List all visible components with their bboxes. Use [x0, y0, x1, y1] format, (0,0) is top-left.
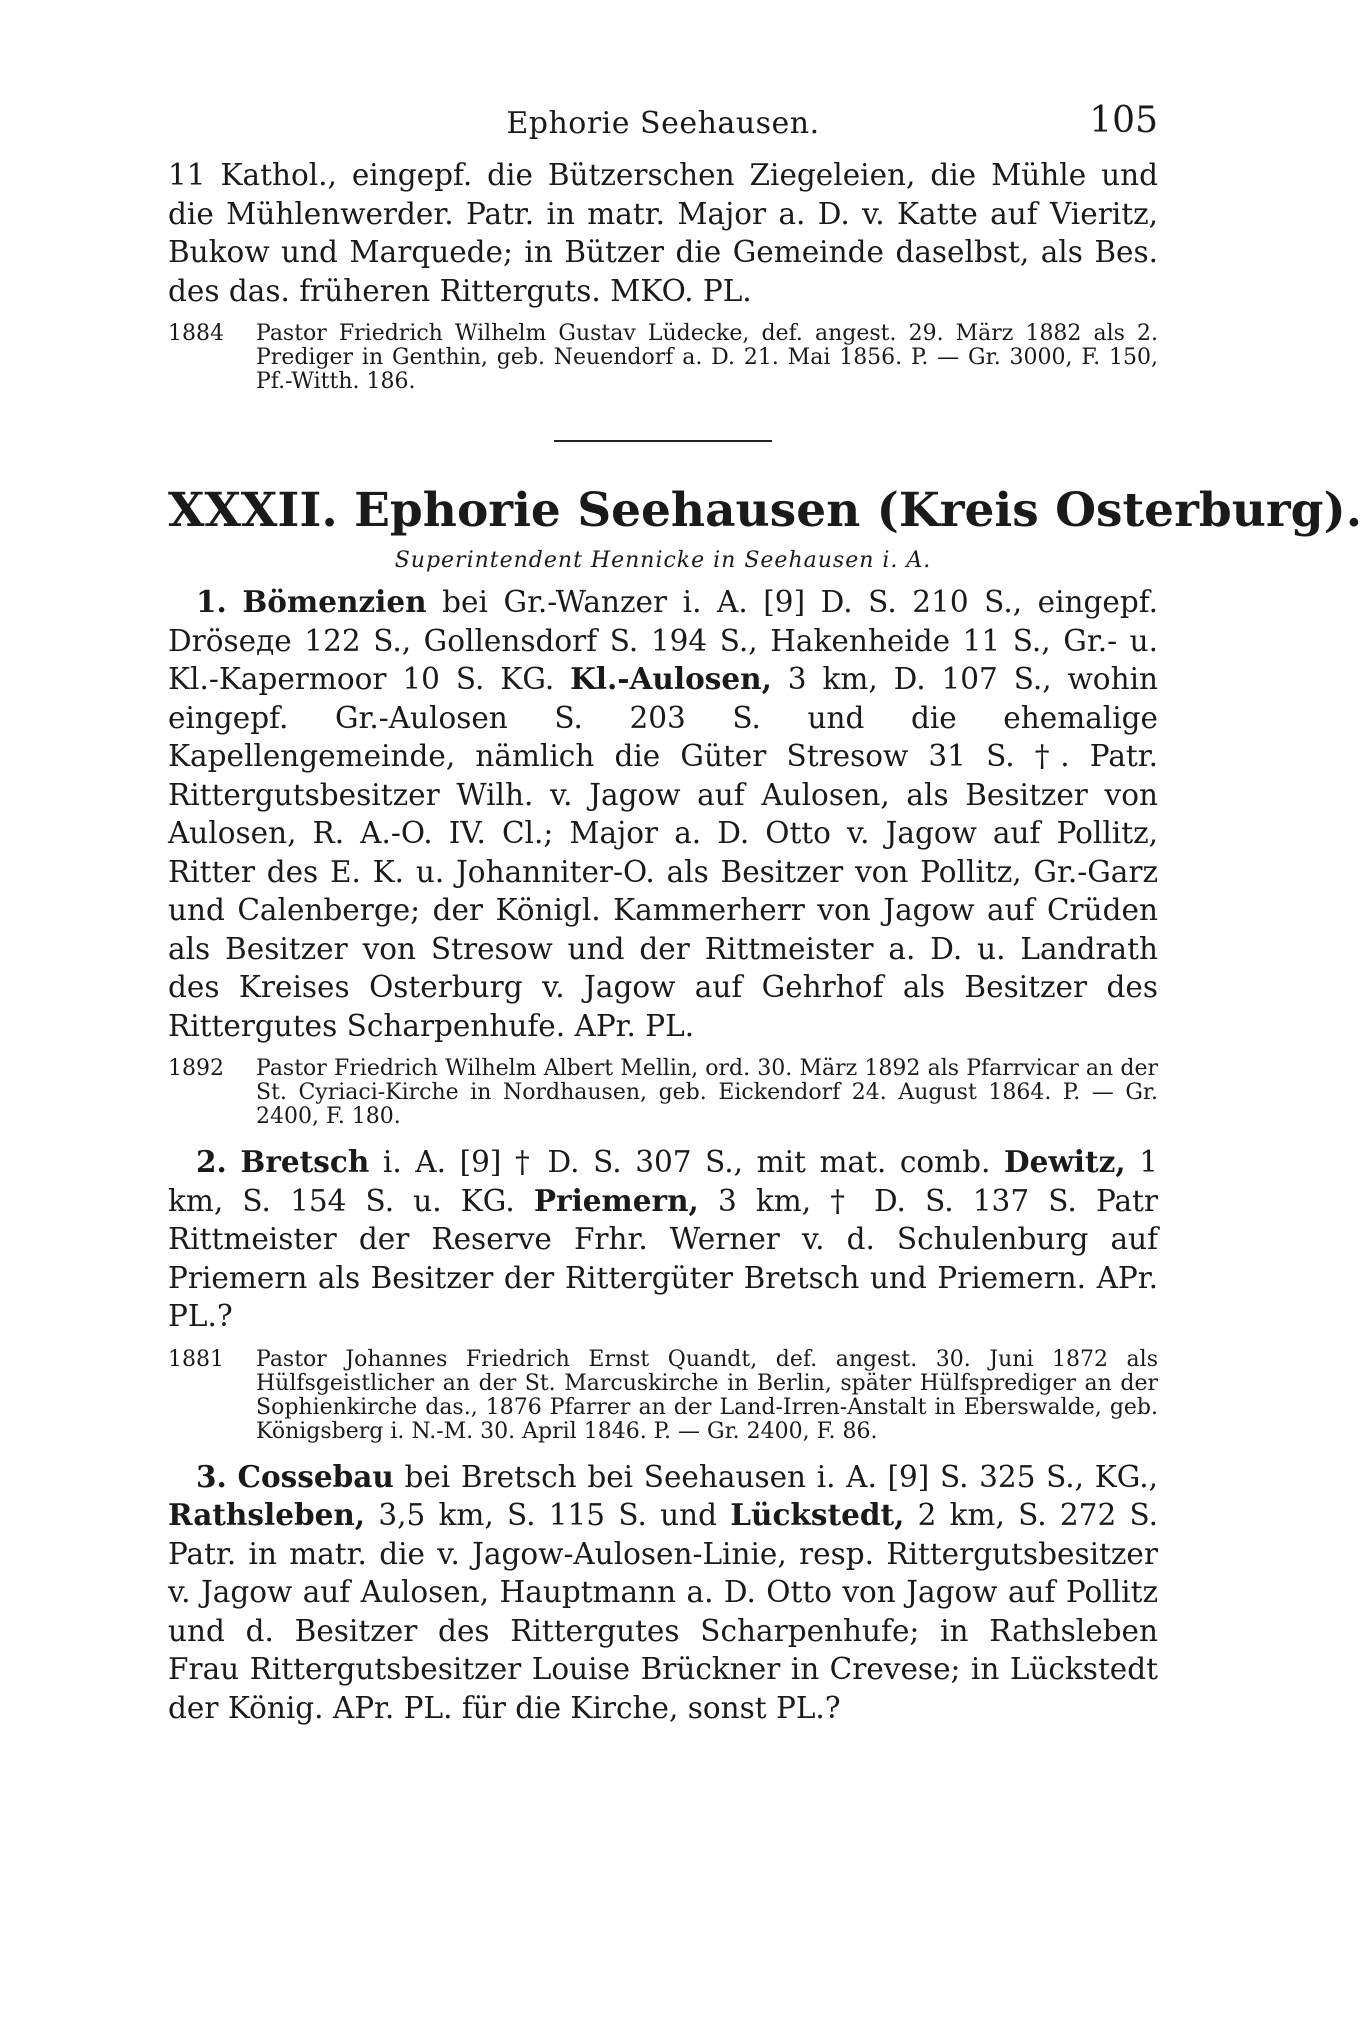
parish-bold-place: Rathsleben,	[168, 1497, 366, 1532]
entry-year: 1884	[168, 321, 224, 346]
parish-number: 1.	[196, 584, 227, 619]
entry-text: Pastor Johannes Friedrich Ernst Quandt, def. angest. 30. Juni 1872 als Hülfsgeistlicher an der St. Marcuskirche in Berlin, später Hülfsprediger an der Sophienkirche das., 1876 Pfarrer an der Land-Irren-Anstalt in Eberswalde, geb. Königsberg i. N.-M. 30. April 1846. P. — Gr. 2400, F. 86.	[256, 1346, 1158, 1444]
parish-name: Cossebau	[237, 1458, 394, 1494]
entry-year: 1881	[168, 1346, 224, 1372]
parish-2	[168, 1143, 1158, 1336]
section-title-bold: Seehausen	[577, 483, 861, 538]
parish-text: 3 km, D. 107 S., wohin eingepf. Gr.-Aulosen S. 203 S. und die ehemalige Kapellengemeinde, nämlich die Güter Stresow 31 S. †. Patr. Rittergutsbesitzer Wilh. v. Jagow auf Aulosen, als Besitzer von Aulosen, R. A.-O. IV. Cl.; Major a. D. Otto v. Jagow auf Pollitz, Ritter des E. K. u. Johanniter-O. als Besitzer von Pollitz, Gr.-Garz und Calenberge; der Königl. Kammerherr von Jagow auf Crüden als Besitzer von Stresow und der Rittmeister a. D. u. Landrath des Kreises Osterburg v. Jagow auf Gehrhof als Besitzer des Rittergutes Scharpenhufe. APr. PL.	[168, 662, 1159, 1043]
parish-number: 2.	[196, 1144, 227, 1179]
parish-text: bei Gr.-Wanzer i. A. [9] D. S. 210 S., eingepf. Dröseде 122 S., Gollensdorf S. 194 S., Hakenheide 11 S., Gr.- u. Kl.-Kapermoor 10 S. KG.	[168, 585, 1158, 696]
parish-3	[168, 1458, 1158, 1728]
parish-bold-place: Lückstedt,	[730, 1497, 905, 1532]
parish-text: 3 km, † D. S. 137 S. Patr Rittmeister der Reserve Frhr. Werner v. d. Schulenburg auf Priemern als Besitzer der Rittergüter Bretsch und Priemern. APr. PL.?	[168, 1183, 1159, 1333]
parish-text: 3,5 km, S. 115 S. und	[365, 1498, 731, 1532]
parish-bold-place: Dewitz,	[1004, 1144, 1126, 1179]
page	[168, 96, 1362, 1996]
entry-text: Pastor Friedrich Wilhelm Albert Mellin, ord. 30. März 1892 als Pfarrvicar an der St. Cyriaci-Kirche in Nordhausen, geb. Eickendorf 24. August 1864. P. — Gr. 2400, F. 180.	[256, 1056, 1158, 1129]
parish-name: Bretsch	[240, 1144, 370, 1179]
running-title: Ephorie Seehausen.	[506, 106, 820, 141]
page-number: 105	[1089, 100, 1158, 141]
parish-text: 2 km, S. 272 S. Patr. in matr. die v. Jagow-Aulosen-Linie, resp. Rittergutsbesitzer v. Jagow auf Aulosen, Hauptmann a. D. Otto von Jagow auf Pollitz und d. Besitzer des Rittergutes Scharpenhufe; in Rathsleben Frau Rittergutsbesitzer Louise Brückner in Crevese; in Lückstedt der König. APr. PL. für die Kirche, sonst PL.?	[168, 1498, 1158, 1725]
entry-text: Pastor Friedrich Wilhelm Gustav Lüdecke, def. angest. 29. März 1882 als 2. Prediger in Genthin, geb. Neuendorf a. D. 21. Mai 1856. P. — Gr. 3000, F. 150, Pf.-Witth. 186.	[256, 321, 1158, 394]
parish-name: Bömenzien	[242, 584, 427, 619]
parish-text: i. A. [9] † D. S. 307 S., mit mat. comb.	[369, 1145, 1005, 1179]
entry-year: 1892	[168, 1056, 224, 1081]
parish-text: 1 km, S. 154 S. u. KG.	[168, 1145, 1158, 1218]
section-title-pre: XXXII. Ephorie	[168, 483, 578, 538]
pastor-entry	[168, 1057, 1158, 1129]
parish-text: bei Bretsch bei Seehausen i. A. [9] S. 325 S., KG.,	[393, 1459, 1158, 1494]
parish-number: 3.	[196, 1458, 227, 1494]
pastor-entry	[168, 322, 1158, 394]
pastor-entry	[168, 1348, 1158, 1444]
running-header	[168, 96, 1158, 156]
superintendent-line: Superintendent Hennicke in Seehausen i. A.	[394, 548, 932, 573]
section-title-post: (Kreis Osterburg).	[860, 483, 1362, 538]
section-title	[168, 482, 1362, 540]
top-paragraph: 11 Kathol., eingepf. die Bützerschen Ziegeleien, die Mühle und die Mühlenwerder. Patr. in matr. Major a. D. v. Katte auf Vieritz, Bukow und Marquede; in Bützer die Gemeinde daselbst, als Bes. des das. früheren Ritterguts. MKO. PL.	[168, 158, 1158, 308]
parish-1	[168, 583, 1158, 1045]
section-divider	[554, 440, 772, 442]
parish-bold-place: Priemern,	[533, 1182, 699, 1218]
parish-bold-place: Kl.-Aulosen,	[570, 661, 772, 696]
